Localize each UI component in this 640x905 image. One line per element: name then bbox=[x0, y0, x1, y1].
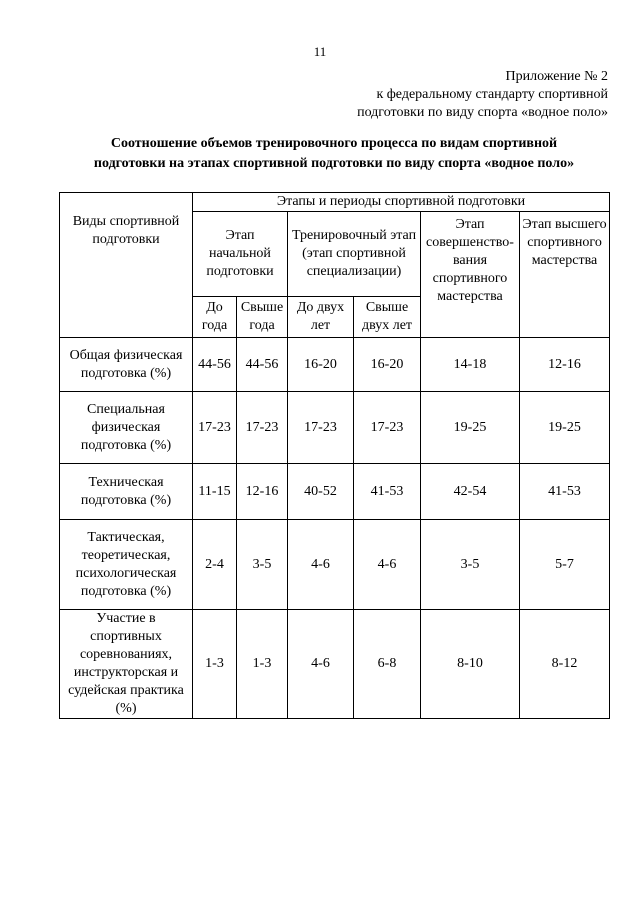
appendix-line-2: к федеральному стандарту спортивной bbox=[376, 87, 608, 102]
table-cell: 4-6 bbox=[354, 520, 421, 610]
table-cell: 17-23 bbox=[193, 392, 237, 464]
table-cell: 6-8 bbox=[354, 610, 421, 719]
table-cell: 14-18 bbox=[421, 338, 520, 392]
table-cell: 12-16 bbox=[520, 338, 610, 392]
appendix-line-1: Приложение № 2 bbox=[505, 69, 608, 84]
header-initial-up-to-year: До года bbox=[193, 297, 237, 338]
header-training-over-two: Свыше двух лет bbox=[354, 297, 421, 338]
table-cell: 2-4 bbox=[193, 520, 237, 610]
title-line-2: подготовки на этапах спортивной подготовки по виду спорта «водное поло» bbox=[93, 156, 575, 171]
table-cell: 17-23 bbox=[354, 392, 421, 464]
table-row bbox=[60, 464, 610, 520]
table-cell: 1-3 bbox=[193, 610, 237, 719]
title-line-1: Соотношение объемов тренировочного процесса по видам спортивной bbox=[110, 136, 558, 151]
table-cell: 17-23 bbox=[237, 392, 288, 464]
header-initial-over-year: Свыше года bbox=[237, 297, 288, 338]
table-cell: 3-5 bbox=[237, 520, 288, 610]
table-cell: 44-56 bbox=[193, 338, 237, 392]
table-cell: 19-25 bbox=[421, 392, 520, 464]
row-label: Тактическая, теоретическая, психологическая подготовка (%) bbox=[60, 520, 193, 610]
header-stages: Этапы и периоды спортивной подготовки bbox=[193, 193, 610, 212]
table-cell: 4-6 bbox=[288, 520, 354, 610]
table-row bbox=[60, 338, 610, 392]
table-cell: 1-3 bbox=[237, 610, 288, 719]
page-number: 11 bbox=[313, 44, 327, 59]
table-row bbox=[60, 610, 610, 719]
training-ratio-table bbox=[59, 192, 610, 719]
table-cell: 16-20 bbox=[354, 338, 421, 392]
row-label: Специальная физическая подготовка (%) bbox=[60, 392, 193, 464]
table-cell: 16-20 bbox=[288, 338, 354, 392]
header-stage-training: Тренировочный этап (этап спортивной специализации) bbox=[288, 212, 421, 297]
table-cell: 19-25 bbox=[520, 392, 610, 464]
table-cell: 44-56 bbox=[237, 338, 288, 392]
table-row bbox=[60, 520, 610, 610]
header-training-up-to-two: До двух лет bbox=[288, 297, 354, 338]
table-cell: 41-53 bbox=[520, 464, 610, 520]
header-stage-initial: Этап начальной подготовки bbox=[193, 212, 288, 297]
table-cell: 11-15 bbox=[193, 464, 237, 520]
table-cell: 42-54 bbox=[421, 464, 520, 520]
table-cell: 41-53 bbox=[354, 464, 421, 520]
document-title bbox=[60, 134, 608, 174]
appendix-line-3: подготовки по виду спорта «водное поло» bbox=[357, 105, 608, 120]
table-row bbox=[60, 392, 610, 464]
appendix-header bbox=[357, 68, 608, 122]
table-cell: 4-6 bbox=[288, 610, 354, 719]
row-label: Общая физическая подготовка (%) bbox=[60, 338, 193, 392]
table-cell: 40-52 bbox=[288, 464, 354, 520]
header-stage-highest: Этап высшего спортивного мастерства bbox=[520, 212, 610, 338]
row-label: Участие в спортивных соревнованиях, инструкторская и судейская практика (%) bbox=[60, 610, 193, 719]
table-cell: 12-16 bbox=[237, 464, 288, 520]
header-stage-improvement: Этап совершенство-вания спортивного мастерства bbox=[421, 212, 520, 338]
table-cell: 8-12 bbox=[520, 610, 610, 719]
table-cell: 3-5 bbox=[421, 520, 520, 610]
row-label: Техническая подготовка (%) bbox=[60, 464, 193, 520]
header-types: Виды спортивной подготовки bbox=[60, 193, 193, 338]
table-cell: 5-7 bbox=[520, 520, 610, 610]
table-cell: 17-23 bbox=[288, 392, 354, 464]
table-cell: 8-10 bbox=[421, 610, 520, 719]
